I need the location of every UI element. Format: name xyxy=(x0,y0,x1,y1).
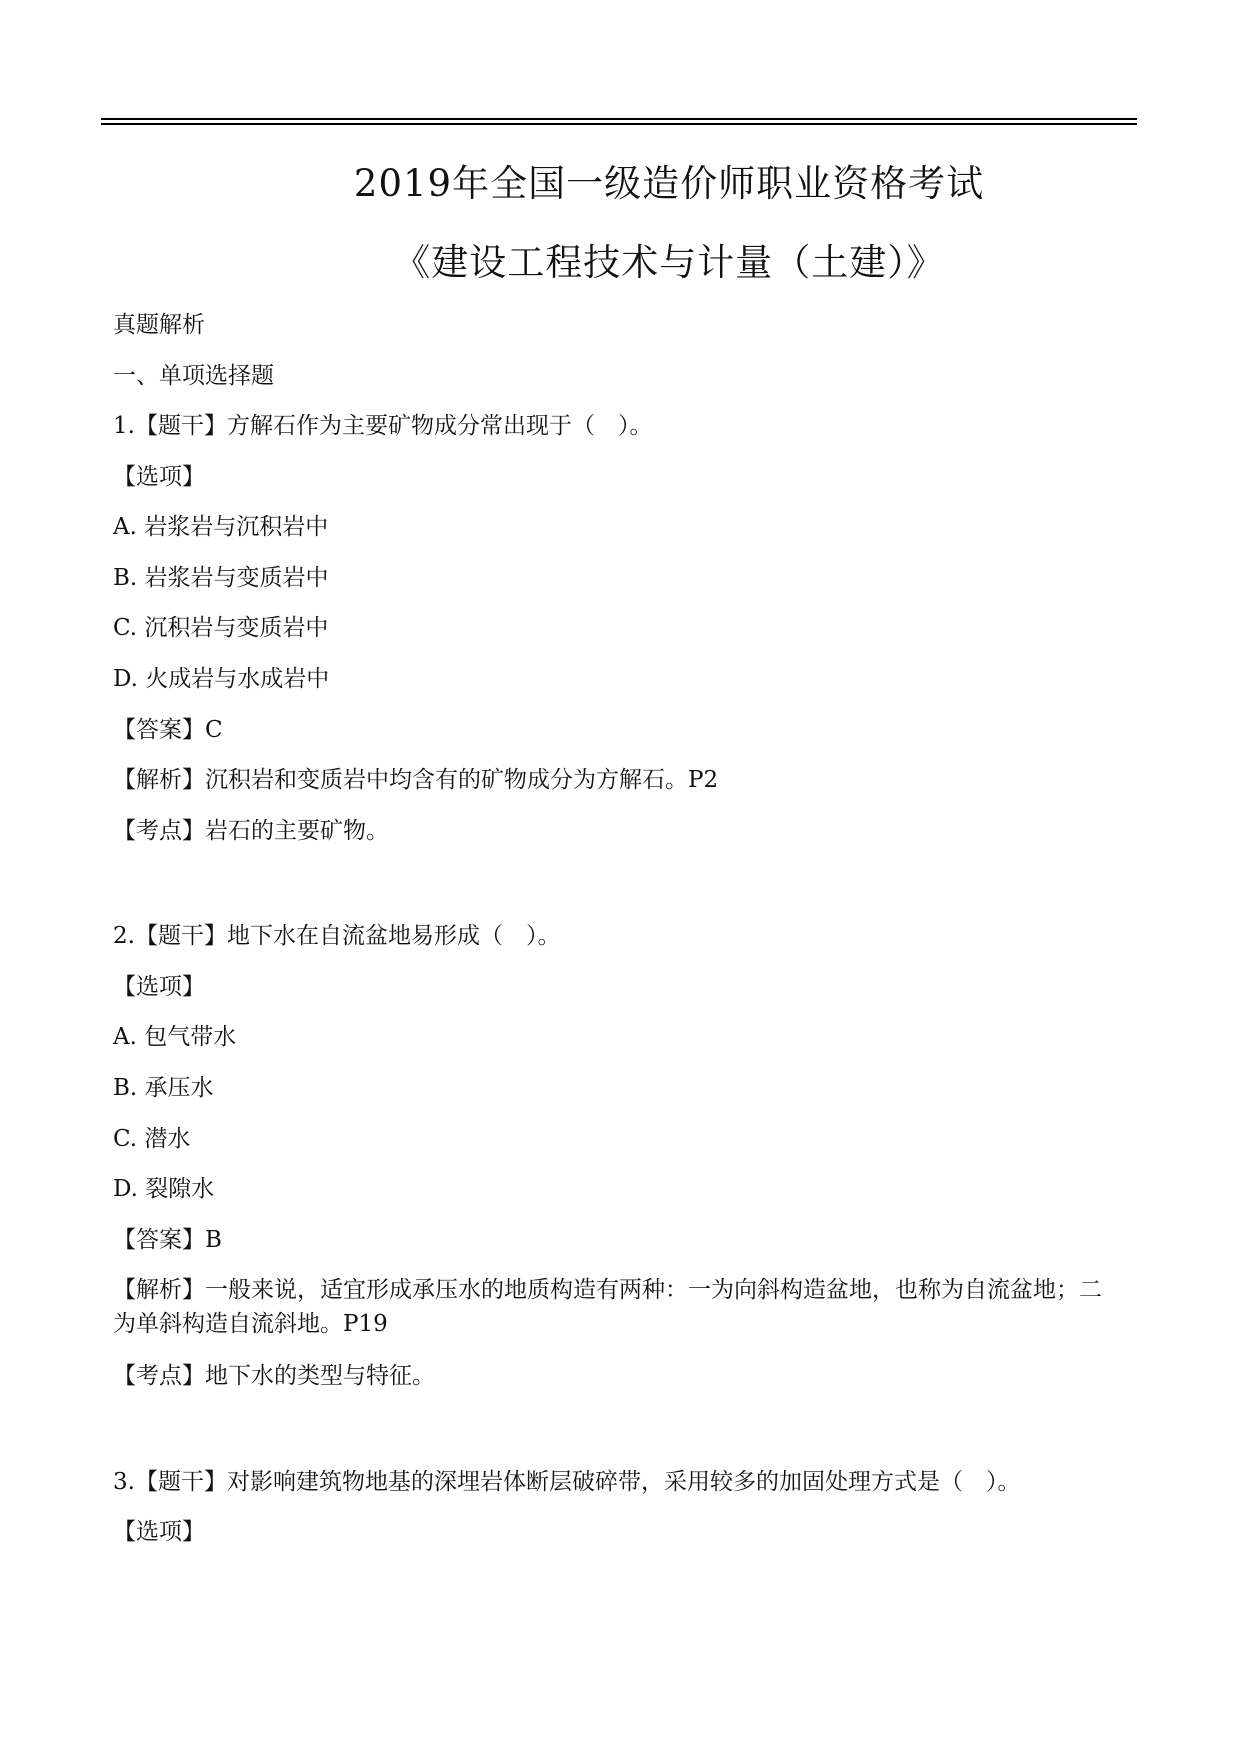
question-2-answer: 【答案】B xyxy=(113,1227,222,1253)
question-1-options-label: 【选项】 xyxy=(113,464,205,490)
question-3-options-label: 【选项】 xyxy=(113,1519,205,1545)
question-2-option-b: B. 承压水 xyxy=(113,1075,214,1101)
question-2-point: 【考点】地下水的类型与特征。 xyxy=(113,1363,435,1389)
question-2-option-d: D. 裂隙水 xyxy=(113,1176,215,1202)
section-heading: 一、单项选择题 xyxy=(113,363,274,389)
section-label: 真题解析 xyxy=(113,312,205,338)
question-2-options-label: 【选项】 xyxy=(113,974,205,1000)
question-1-answer: 【答案】C xyxy=(113,717,223,743)
document-title: 2019年全国一级造价师职业资格考试 xyxy=(353,162,985,205)
rule-line xyxy=(101,118,1137,120)
question-1-option-a: A. 岩浆岩与沉积岩中 xyxy=(113,514,329,540)
question-1-analysis: 【解析】沉积岩和变质岩中均含有的矿物成分为方解石。P2 xyxy=(113,767,719,793)
question-3-stem: 3.【题干】对影响建筑物地基的深埋岩体断层破碎带，采用较多的加固处理方式是（ ）。 xyxy=(113,1469,1021,1495)
question-2-stem: 2.【题干】地下水在自流盆地易形成（ ）。 xyxy=(113,923,561,949)
question-2-analysis: 【解析】一般来说，适宜形成承压水的地质构造有两种：一为向斜构造盆地，也称为自流盆地；二为单斜构造自流斜地。P19 xyxy=(113,1277,1102,1337)
question-1-option-d: D. 火成岩与水成岩中 xyxy=(113,666,330,692)
question-1-option-b: B. 岩浆岩与变质岩中 xyxy=(113,565,329,591)
question-1-stem: 1.【题干】方解石作为主要矿物成分常出现于（ ）。 xyxy=(113,413,653,439)
document-subtitle: 《建设工程技术与计量（土建）》 xyxy=(393,241,945,284)
question-2-option-a: A. 包气带水 xyxy=(113,1024,237,1050)
rule-line xyxy=(101,123,1137,125)
question-1-point: 【考点】岩石的主要矿物。 xyxy=(113,818,389,844)
question-2-option-c: C. 潜水 xyxy=(113,1126,191,1152)
question-1-option-c: C. 沉积岩与变质岩中 xyxy=(113,615,329,641)
